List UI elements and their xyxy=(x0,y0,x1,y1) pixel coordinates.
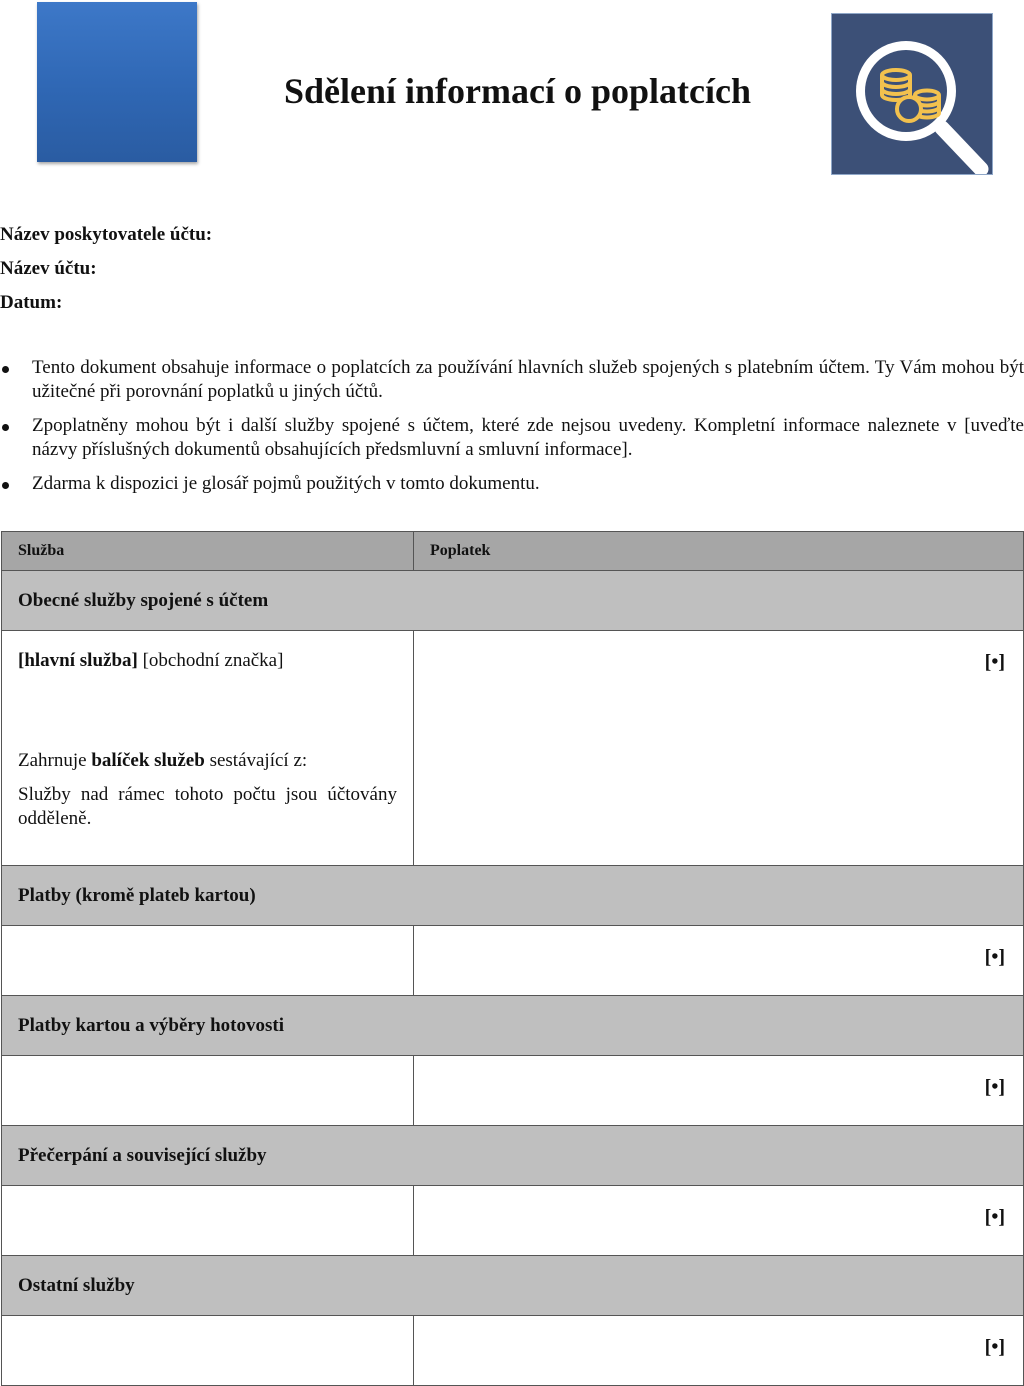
section-row xyxy=(2,571,1024,631)
bullet-dot-icon xyxy=(2,482,9,489)
table-row xyxy=(2,1316,1024,1386)
bullet-item xyxy=(0,472,1024,496)
bullet-dot-icon xyxy=(2,424,9,431)
bullet-text: Zpoplatněny mohou být i další služby spojené s účtem, které zde nejsou uvedeny. Kompletní informace naleznete v [uveďte názvy příslušných dokumentů obsahujících předsmluvní a smluvní informace]. xyxy=(32,415,1024,460)
section-row xyxy=(2,996,1024,1056)
table-row xyxy=(2,926,1024,996)
main-service-cell xyxy=(2,631,414,866)
fee-placeholder: [•] xyxy=(984,946,1005,968)
brand-name: [obchodní značka] xyxy=(137,650,284,671)
service-cell xyxy=(2,1186,414,1256)
section-other-services: Ostatní služby xyxy=(2,1256,1024,1316)
logo xyxy=(37,2,197,162)
service-cell xyxy=(2,1316,414,1386)
table-row xyxy=(2,631,1024,866)
fee-table xyxy=(1,531,1024,1386)
section-overdraft: Přečerpání a související služby xyxy=(2,1126,1024,1186)
table-row xyxy=(2,1056,1024,1126)
column-header-fee: Poplatek xyxy=(414,532,1024,571)
section-row xyxy=(2,866,1024,926)
column-header-service: Služba xyxy=(2,532,414,571)
fee-cell xyxy=(414,631,1024,866)
fee-placeholder: [•] xyxy=(984,1206,1005,1228)
fee-cell xyxy=(414,926,1024,996)
table-row xyxy=(2,1186,1024,1256)
service-cell xyxy=(2,926,414,996)
package-note: Služby nad rámec tohoto počtu jsou účtovány odděleně. xyxy=(18,784,397,829)
table-header-row xyxy=(2,532,1024,571)
document-title: Sdělení informací o poplatcích xyxy=(284,71,751,111)
bullet-text: Zdarma k dispozici je glosář pojmů použitých v tomto dokumentu. xyxy=(32,473,540,494)
magnifier-coins-icon xyxy=(831,13,993,175)
account-meta xyxy=(0,218,1024,320)
section-general-services: Obecné služby spojené s účtem xyxy=(2,571,1024,631)
account-name-label: Název účtu: xyxy=(0,258,97,279)
date-label: Datum: xyxy=(0,292,63,313)
section-card-payments: Platby kartou a výběry hotovosti xyxy=(2,996,1024,1056)
fee-cell xyxy=(414,1316,1024,1386)
bullet-dot-icon xyxy=(2,366,9,373)
bullet-item xyxy=(0,414,1024,462)
fee-placeholder: [•] xyxy=(984,1076,1005,1098)
fee-placeholder: [•] xyxy=(984,1336,1005,1358)
package-description: Zahrnuje balíček služeb sestávající z: xyxy=(18,750,308,771)
info-bullets xyxy=(0,356,1024,506)
section-payments: Platby (kromě plateb kartou) xyxy=(2,866,1024,926)
section-row xyxy=(2,1256,1024,1316)
service-cell xyxy=(2,1056,414,1126)
fee-cell xyxy=(414,1056,1024,1126)
section-row xyxy=(2,1126,1024,1186)
fee-cell xyxy=(414,1186,1024,1256)
fee-placeholder: [•] xyxy=(984,651,1005,673)
bullet-text: Tento dokument obsahuje informace o poplatcích za používání hlavních služeb spojených s platebním účtem. Ty Vám mohou být užitečné při porovnání poplatků u jiných účtů. xyxy=(32,357,1024,402)
main-service-name: [hlavní služba] xyxy=(18,650,138,671)
provider-name-label: Název poskytovatele účtu: xyxy=(0,224,213,245)
bullet-item xyxy=(0,356,1024,404)
